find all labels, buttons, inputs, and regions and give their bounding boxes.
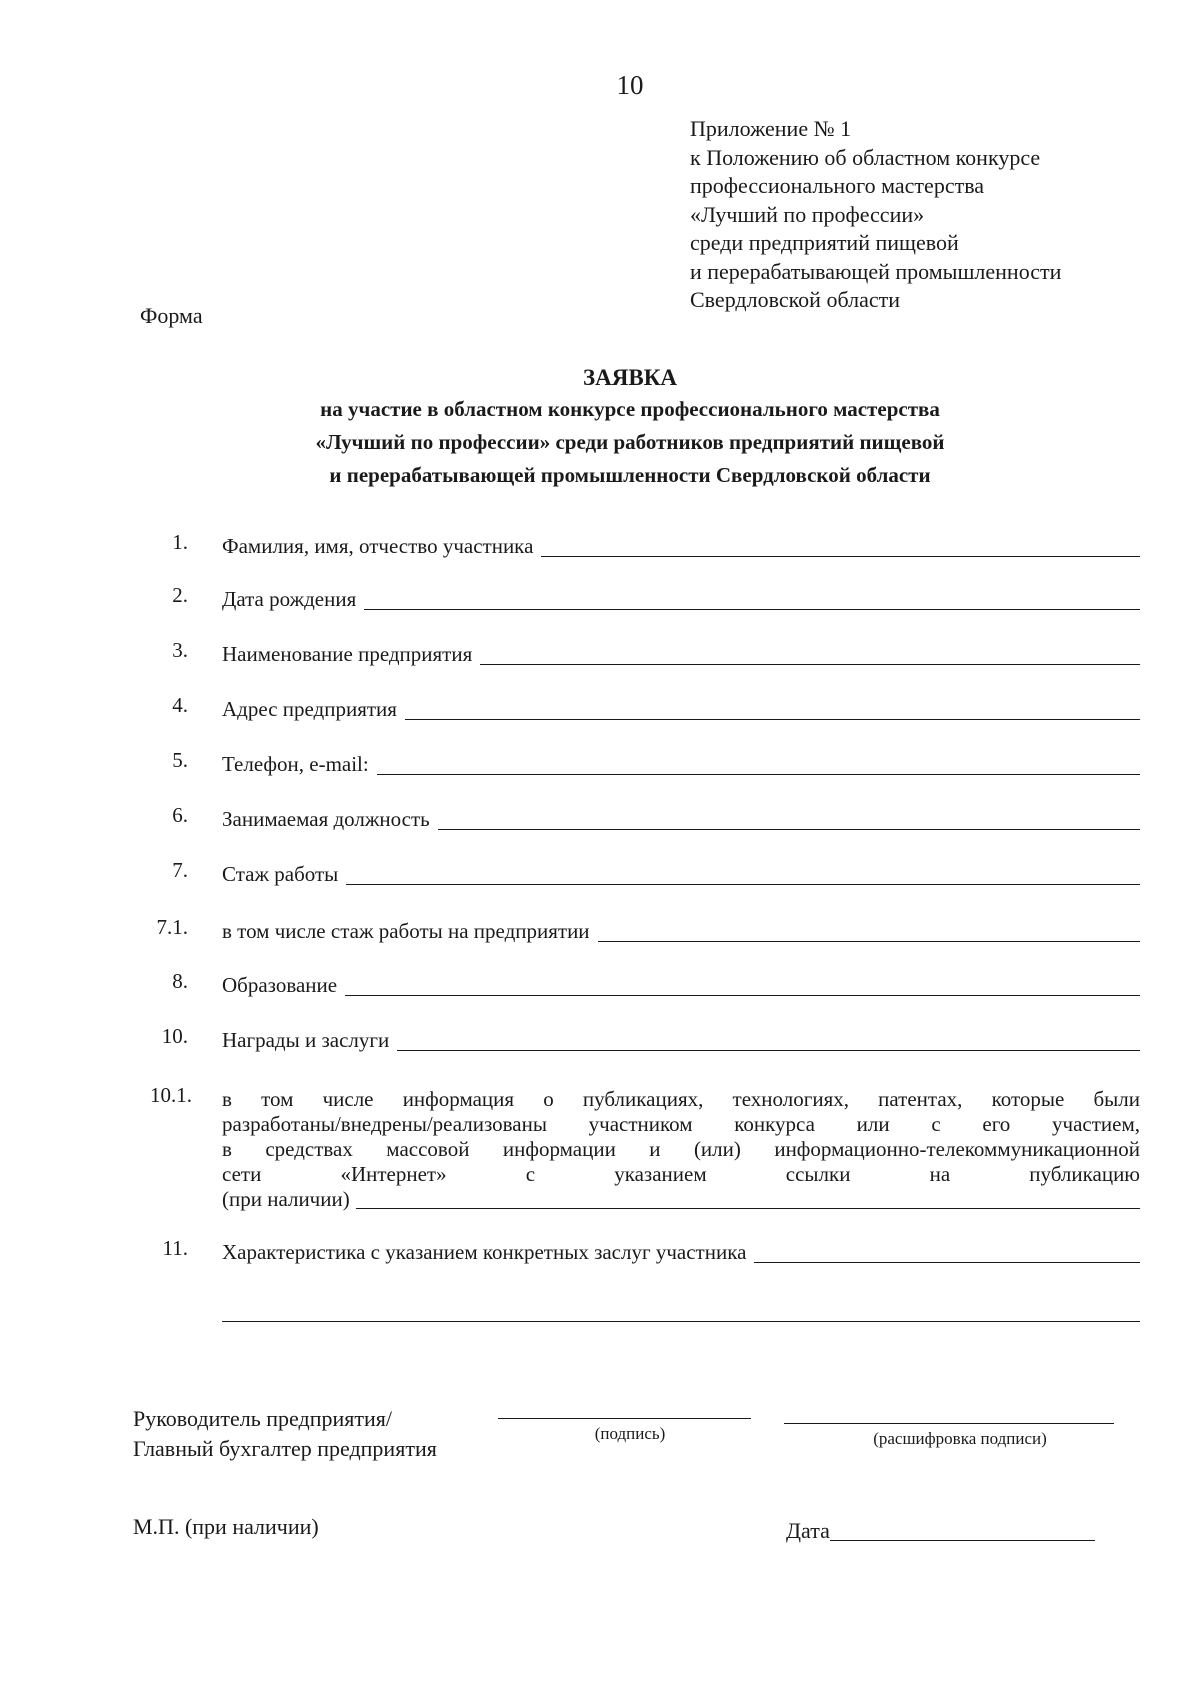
field-number: 3. [172,638,188,662]
field-label: Адрес предприятия [222,697,397,721]
field-label: Образование [222,973,338,997]
field-label: Наименование предприятия [222,642,473,666]
full-name-blank[interactable] [541,536,1140,557]
form-label: Форма [140,303,203,328]
title-line: и перерабатывающей промышленности Свердловской области [329,463,931,487]
field-number: 8. [172,969,188,993]
annex-reference [690,115,1150,315]
company-experience-blank[interactable] [598,921,1140,942]
date-field [786,1518,1095,1544]
field-number: 10.1. [150,1083,192,1107]
field-label: Занимаемая должность [222,807,430,831]
field-label: Дата рождения [222,587,357,611]
document-title [250,363,1010,492]
signature-decoding-caption: (расшифровка подписи) [873,1429,1047,1448]
title-main: ЗАЯВКА [583,365,677,390]
title-line: «Лучший по профессии» среди работников предприятий пищевой [315,430,945,454]
title-line: на участие в областном конкурсе профессионального мастерства [320,397,940,421]
signer-title [133,1404,437,1464]
field-number: 11. [162,1236,188,1260]
field-number: 7. [172,858,188,882]
signature-blank[interactable] [498,1418,751,1419]
annex-line: Приложение № 1 [690,116,852,141]
field-label: Телефон, e-mail: [222,752,369,776]
field-number: 10. [161,1024,188,1048]
field-label: Награды и заслуги [222,1028,390,1052]
item-10-1-publications [222,1087,1140,1212]
paragraph-line: сети «Интернет» с указанием ссылки на публикацию [222,1162,1140,1186]
field-number: 5. [172,748,188,772]
field-number: 4. [172,693,188,717]
publications-blank[interactable] [356,1190,1140,1209]
field-company-address [140,693,1140,727]
field-work-experience [140,858,1140,892]
date-label: Дата [786,1518,830,1543]
annex-line: и перерабатывающей промышленности [690,258,1062,284]
field-position [140,803,1140,837]
field-label: Фамилия, имя, отчество участника [222,534,534,558]
field-label: Характеристика с указанием конкретных заслуг участника [222,1240,747,1264]
page-number: 10 [616,70,644,100]
field-company-experience [140,915,1140,949]
field-number: 7.1. [156,915,188,939]
phone-email-blank[interactable] [377,754,1140,775]
annex-line: профессионального мастерства [690,173,985,198]
paragraph-line: в том числе информация о публикациях, технологиях, патентах, которые были [222,1087,1140,1111]
field-awards [140,1024,1140,1058]
awards-blank[interactable] [397,1030,1140,1051]
field-number: 1. [172,530,188,554]
paragraph-line: (при наличии) [222,1187,350,1211]
signer-line: Руководитель предприятия/ [133,1406,392,1431]
field-number: 6. [172,803,188,827]
field-phone-email [140,748,1140,782]
date-blank[interactable] [830,1520,1095,1541]
characteristic-blank-second-line[interactable] [222,1321,1140,1322]
stamp-place: М.П. (при наличии) [133,1514,319,1539]
signature-caption: (подпись) [594,1424,666,1443]
field-label: в том числе стаж работы на предприятии [222,919,590,943]
field-number: 2. [172,583,188,607]
education-blank[interactable] [345,975,1140,996]
signer-line: Главный бухгалтер предприятия [133,1436,437,1461]
position-blank[interactable] [438,809,1140,830]
signature-decoding-blank[interactable] [784,1423,1114,1424]
field-birth-date [140,583,1140,617]
company-name-blank[interactable] [480,644,1140,665]
field-characteristic [140,1236,1140,1270]
field-company-name [140,638,1140,672]
annex-line: к Положению об областном конкурсе [690,144,1041,170]
field-education [140,969,1140,1003]
birth-date-blank[interactable] [364,589,1140,610]
annex-line: «Лучший по профессии» [690,201,925,227]
annex-line: Свердловской области [690,287,900,312]
annex-line: среди предприятий пищевой [690,230,959,255]
field-full-name [140,530,1140,564]
characteristic-blank[interactable] [754,1242,1140,1263]
field-label: Стаж работы [222,862,339,886]
company-address-blank[interactable] [405,699,1140,720]
paragraph-line: разработаны/внедрены/реализованы участником конкурса или с его участием, [222,1112,1140,1136]
paragraph-line: в средствах массовой информации и (или) информационно-телекоммуникационной [222,1137,1140,1161]
work-experience-blank[interactable] [346,864,1140,885]
